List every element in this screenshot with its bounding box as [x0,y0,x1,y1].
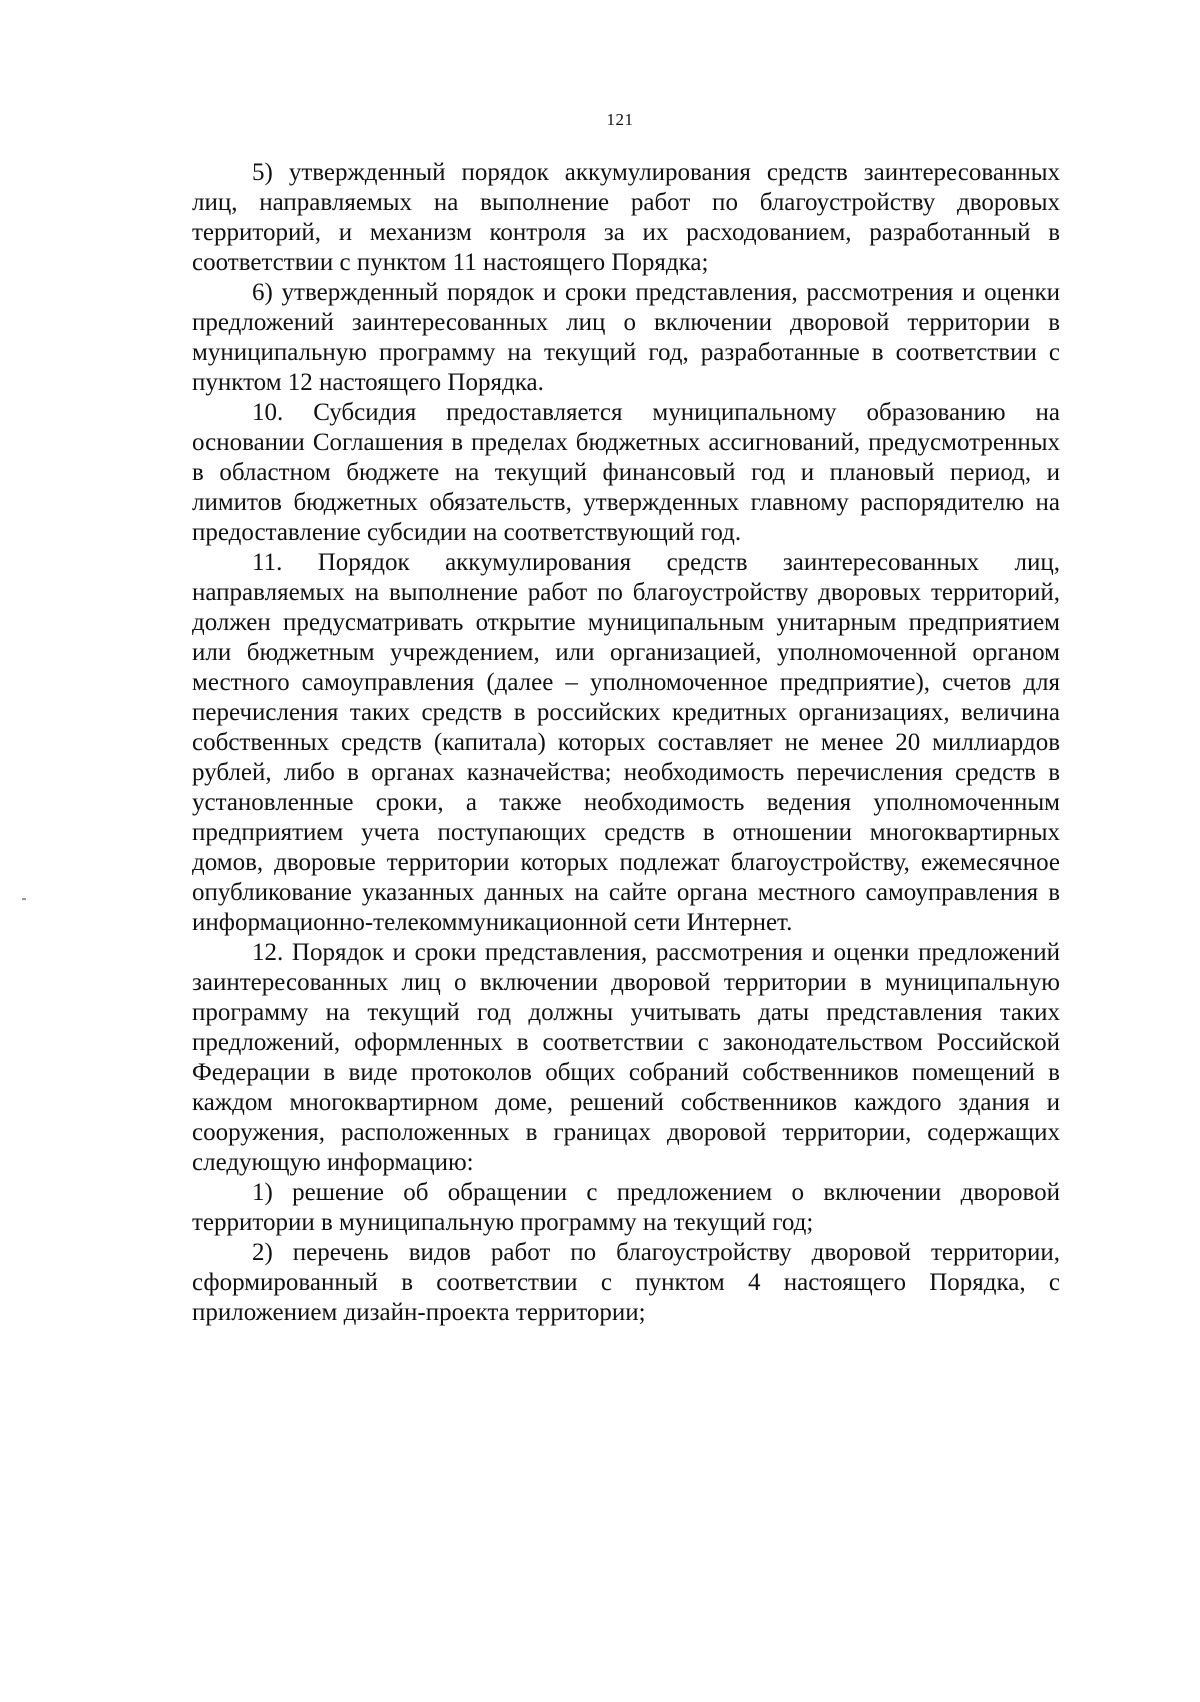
paragraph-item-5: 5) утвержденный порядок аккумулирования средств заинтересованных лиц, направляемых на выполнение работ по благоустройству дворовых территорий, и механизм контроля за их расходованием, разработанный в соответствии с пунктом 11 настоящего Порядка; [192,159,1060,276]
paragraph-section-10: 10. Субсидия предоставляется муниципальному образованию на основании Соглашения в пределах бюджетных ассигнований, предусмотренных в областном бюджете на текущий финансовый год и плановый период, и лимитов бюджетных обязательств, утвержденных главному распорядителю на предоставление субсидии на соответствующий год. [192,399,1060,546]
paragraph-section-12: 12. Порядок и сроки представления, рассмотрения и оценки предложений заинтересованных лиц о включении дворовой территории в муниципальную программу на текущий год должны учитывать даты представления таких предложений, оформленных в соответствии с законодательством Российской Федерации в виде протоколов общих собраний собственников помещений в каждом многоквартирном доме, решений собственников каждого здания и сооружения, расположенных в границах дворовой территории, содержащих следующую информацию: [192,939,1060,1176]
document-body [192,158,1060,1328]
page-number: 121 [606,110,634,129]
paragraph-item-2: 2) перечень видов работ по благоустройству дворовой территории, сформированный в соответствии с пунктом 4 настоящего Порядка, с приложением дизайн-проекта территории; [192,1239,1060,1326]
scan-artifact [22,898,26,900]
paragraph-item-6: 6) утвержденный порядок и сроки представления, рассмотрения и оценки предложений заинтересованных лиц о включении дворовой территории в муниципальную программу на текущий год, разработанные в соответствии с пунктом 12 настоящего Порядка. [192,279,1060,396]
paragraph-item-1: 1) решение об обращении с предложением о включении дворовой территории в муниципальную программу на текущий год; [192,1179,1060,1236]
paragraph-section-11: 11. Порядок аккумулирования средств заинтересованных лиц, направляемых на выполнение работ по благоустройству дворовых территорий, должен предусматривать открытие муниципальным унитарным предприятием или бюджетным учреждением, или организацией, уполномоченной органом местного самоуправления (далее – уполномоченное предприятие), счетов для перечисления таких средств в российских кредитных организациях, величина собственных средств (капитала) которых составляет не менее 20 миллиардов рублей, либо в органах казначейства; необходимость перечисления средств в установленные сроки, а также необходимость ведения уполномоченным предприятием учета поступающих средств в отношении многоквартирных домов, дворовые территории которых подлежат благоустройству, ежемесячное опубликование указанных данных на сайте органа местного самоуправления в информационно-телекоммуникационной сети Интернет. [192,549,1060,936]
